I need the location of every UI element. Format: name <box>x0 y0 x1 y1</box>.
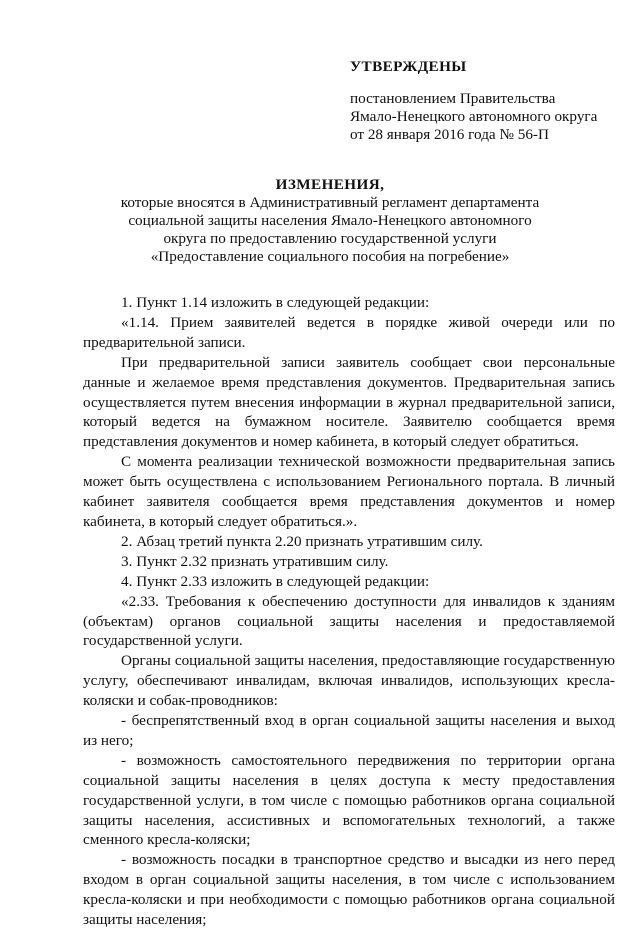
paragraph: - беспрепятственный вход в орган социальной защиты населения и выход из него; <box>83 712 615 749</box>
paragraph: 1. Пункт 1.14 изложить в следующей редакции: <box>121 294 430 311</box>
paragraph: «2.33. Требования к обеспечению доступности для инвалидов к зданиям (объектам) органов социальной защиты населения и предоставляемой государственной услуги. <box>83 592 615 650</box>
document-title: ИЗМЕНЕНИЯ, <box>275 176 385 193</box>
approval-block <box>350 58 610 144</box>
paragraph: «1.14. Прием заявителей ведется в порядке живой очереди или по предварительной записи. <box>83 313 615 351</box>
paragraph: При предварительной записи заявитель сообщает свои персональные данные и желаемое время представления документов. Предварительная запись осуществляется путем внесения информации в журнал предварительной записи, который ведется на бумажном носителе. Заявителю сообщается время представления документов и номер кабинета, в который следует обратиться. <box>83 353 615 451</box>
paragraph: - возможность посадки в транспортное средство и высадки из него перед входом в орган социальной защиты населения, в том числе с использованием кресла-коляски и при необходимости с помощью работников органа социальной защиты населения; <box>83 851 615 929</box>
paragraph: 4. Пункт 2.33 изложить в следующей редакции: <box>121 572 430 590</box>
approval-line: постановлением Правительства <box>350 90 556 107</box>
title-line: «Предоставление социального пособия на погребение» <box>150 248 510 265</box>
paragraph: - возможность самостоятельного передвижения по территории органа социальной защиты населения в целях доступа к месту предоставления государственной услуги, в том числе с помощью работников органа социальной защиты населения, ассистивных и вспомогательных технологий, а также сменного кресла-коляски; <box>83 751 615 849</box>
paragraph: 2. Абзац третий пункта 2.20 признать утратившим силу. <box>121 532 483 550</box>
title-line: которые вносятся в Административный регламент департамента <box>120 194 540 211</box>
approval-heading: УТВЕРЖДЕНЫ <box>350 58 467 75</box>
document-body <box>83 293 615 930</box>
title-line: округа по предоставлению государственной услуги <box>163 230 497 247</box>
paragraph: С момента реализации технической возможности предварительная запись может быть осуществлена с использованием Регионального портала. В личный кабинет заявителя сообщается время представления документов и номер кабинета, в который следует обратиться.». <box>83 453 615 530</box>
document-title-block <box>100 176 560 266</box>
paragraph: Органы социальной защиты населения, предоставляющие государственную услугу, обеспечивают инвалидам, включая инвалидов, использующих кресла-коляски и собак-проводников: <box>83 652 615 710</box>
title-line: социальной защиты населения Ямало-Ненецкого автономного <box>128 212 532 229</box>
approval-line: Ямало-Ненецкого автономного округа <box>350 108 598 125</box>
approval-line: от 28 января 2016 года № 56-П <box>350 126 549 143</box>
paragraph: 3. Пункт 2.32 признать утратившим силу. <box>121 552 389 570</box>
